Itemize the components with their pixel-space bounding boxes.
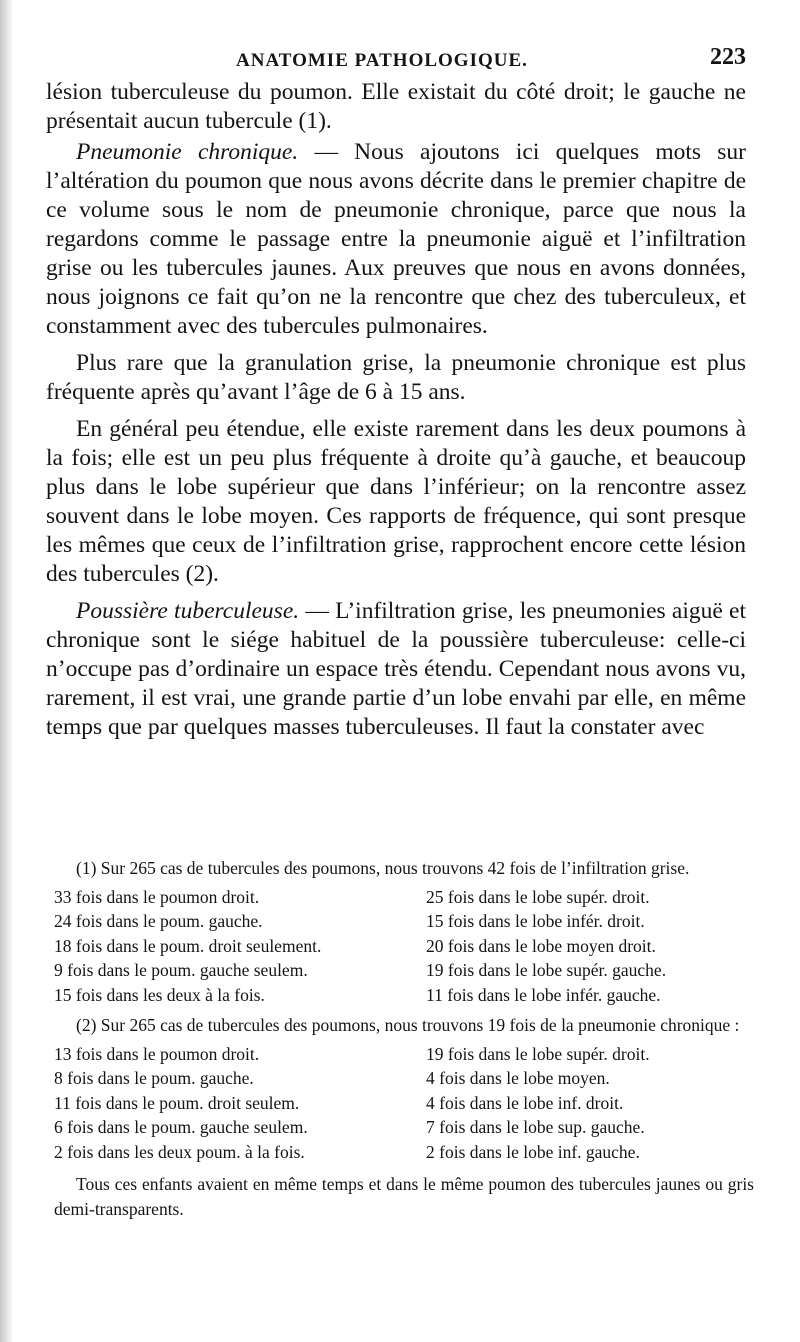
page-gutter-shadow [0, 0, 14, 1342]
stat-right: 15 fois dans le lobe infér. droit. [426, 911, 645, 931]
stat-right: 4 fois dans le lobe moyen. [426, 1068, 610, 1088]
stat-right: 4 fois dans le lobe inf. droit. [426, 1092, 624, 1113]
footnote-2-table [54, 1042, 754, 1165]
page-header [236, 44, 746, 76]
stat-right: 20 fois dans le lobe moyen droit. [426, 935, 656, 956]
paragraph-text: — L’infiltration grise, les pneumonies aiguë et chronique sont le siége habituel de la poussière tuberculeuse: celle-ci n’occupe pas d’ordinaire un espace très étendu. Cependant nous avons vu, rarement, il est vrai, une grande partie d’un lobe envahi par elle, en même temps que par quelques masses tuberculeuses. Il faut la constater avec [46, 598, 746, 740]
paragraph-localisation: En général peu étendue, elle existe rarement dans les deux poumons à la fois; elle est un peu plus fréquente à droite qu’à gauche, et beaucoup plus dans le lobe supérieur que dans l’inférieur; on la rencontre assez souvent dans le lobe moyen. Ces rapports de fréquence, qui sont presque les mêmes que ceux de l’infiltration grise, rapprochent encore cette lésion des tubercules (2). [46, 416, 746, 587]
stat-left: 11 fois dans le poum. droit seulem. [54, 1092, 300, 1113]
stat-right: 25 fois dans le lobe supér. droit. [426, 886, 650, 907]
stat-left: 33 fois dans le poumon droit. [54, 886, 260, 907]
paragraph-text: — Nous ajoutons ici quelques mots sur l’altération du poumon que nous avons décrite dans le premier chapitre de ce volume sous le nom de pneumonie chronique, parce que nous la regardons comme le passage entre la pneumonie aiguë et l’infiltration grise ou les tubercules jaunes. Aux preuves que nous en avons données, nous joignons ce fait qu’on ne la rencontre que chez des tuberculeux, et constamment avec des tubercules pulmonaires. [46, 139, 746, 339]
paragraph-frequency-age: Plus rare que la granulation grise, la pneumonie chronique est plus fréquente après qu’avant l’âge de 6 à 15 ans. [46, 350, 746, 405]
stat-right: 19 fois dans le lobe supér. droit. [426, 1043, 650, 1064]
stat-left: 6 fois dans le poum. gauche seulem. [54, 1117, 308, 1137]
running-head: ANATOMIE PATHOLOGIQUE. [236, 50, 528, 71]
stat-left: 2 fois dans les deux poum. à la fois. [54, 1141, 305, 1162]
stat-left: 18 fois dans le poum. droit seulement. [54, 935, 322, 956]
stat-left: 15 fois dans les deux à la fois. [54, 984, 265, 1005]
paragraph-continuation: lésion tuberculeuse du poumon. Elle existait du côté droit; le gauche ne présentait aucun tubercule (1). [46, 79, 746, 134]
stat-left: 13 fois dans le poumon droit. [54, 1043, 260, 1064]
page-number: 223 [710, 44, 746, 70]
paragraph-poussiere [46, 597, 746, 742]
main-text [46, 78, 746, 742]
stat-right: 11 fois dans le lobe infér. gauche. [426, 984, 661, 1005]
stat-right: 19 fois dans le lobe supér. gauche. [426, 960, 667, 980]
paragraph-pneumonie-chronique [46, 138, 746, 341]
footnote-2-intro: (2) Sur 265 cas de tubercules des poumons, nous trouvons 19 fois de la pneumonie chronique : [76, 1015, 740, 1035]
stat-left: 24 fois dans le poum. gauche. [54, 911, 263, 931]
section-heading-pneumonie-chronique: Pneumonie chronique. [76, 139, 299, 165]
footnote-1-table [54, 885, 754, 1008]
footnote-2-conclusion: Tous ces enfants avaient en même temps et dans le même poumon des tubercules jaunes ou gris demi-transparents. [54, 1174, 754, 1219]
footnote-1-intro: (1) Sur 265 cas de tubercules des poumons, nous trouvons 42 fois de l’infiltration grise. [76, 858, 690, 878]
stat-left: 9 fois dans le poum. gauche seulem. [54, 960, 308, 980]
footnotes [54, 856, 754, 1221]
stat-left: 8 fois dans le poum. gauche. [54, 1068, 254, 1088]
section-heading-poussiere-tuberculeuse: Poussière tuberculeuse. [76, 598, 300, 624]
stat-right: 2 fois dans le lobe inf. gauche. [426, 1141, 640, 1162]
stat-right: 7 fois dans le lobe sup. gauche. [426, 1117, 645, 1137]
